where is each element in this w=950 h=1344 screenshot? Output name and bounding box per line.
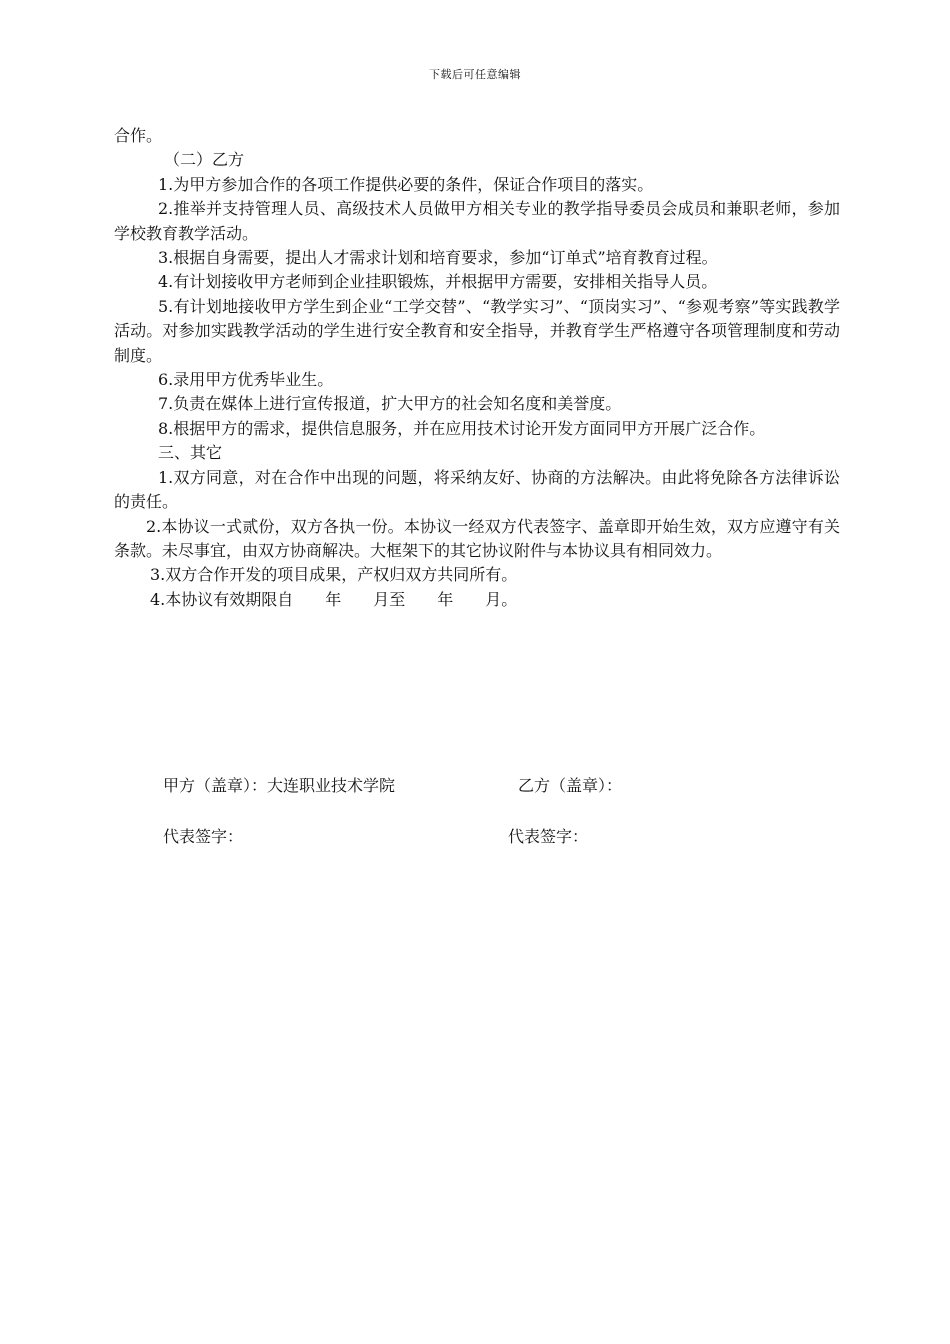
list-item: 8.根据甲方的需求，提供信息服务，并在应用技术讨论开发方面同甲方开展广泛合作。 (158, 418, 766, 438)
list-item: 6.录用甲方优秀毕业生。 (158, 370, 334, 390)
section-heading-other: 三、其它 (158, 443, 223, 463)
document-body (114, 124, 840, 612)
party-b-representative: 代表签字： (508, 827, 589, 846)
list-item: 4.本协议有效期限自 年 月至 年 月。 (150, 589, 518, 609)
list-item: 2.本协议一式贰份，双方各执一份。本协议一经双方代表签字、盖章即开始生效，双方应遵守有关条款。未尽事宜，由双方协商解决。大框架下的其它协议附件与本协议具有相同效力。 (114, 516, 840, 560)
list-item: 7.负责在媒体上进行宣传报道，扩大甲方的社会知名度和美誉度。 (158, 394, 622, 414)
party-a-seal: 甲方（盖章）：大连职业技术学院 (163, 776, 396, 795)
list-item: 1.为甲方参加合作的各项工作提供必要的条件，保证合作项目的落实。 (158, 174, 654, 194)
list-item: 5.有计划地接收甲方学生到企业“工学交替”、“教学实习”、“顶岗实习”、“参观考察”等实践教学活动。对参加实践教学活动的学生进行安全教育和安全指导，并教育学生严格遵守各项管理制度和劳动制度。 (114, 296, 840, 365)
party-a-representative: 代表签字： (163, 827, 244, 846)
list-item: 3.根据自身需要，提出人才需求计划和培育要求，参加“订单式”培育教育过程。 (158, 248, 718, 268)
list-item: 3.双方合作开发的项目成果，产权归双方共同所有。 (150, 565, 518, 585)
subheading-party-b: （二）乙方 (164, 150, 245, 170)
paragraph-continuation: 合作。 (114, 126, 163, 145)
list-item: 2.推举并支持管理人员、高级技术人员做甲方相关专业的教学指导委员会成员和兼职老师，参加学校教育教学活动。 (114, 199, 840, 243)
party-b-seal: 乙方（盖章）： (518, 776, 623, 795)
list-item: 4.有计划接收甲方老师到企业挂职锻炼，并根据甲方需要，安排相关指导人员。 (158, 272, 718, 292)
page-header-note: 下载后可任意编辑 (429, 68, 521, 81)
list-item: 1.双方同意，对在合作中出现的问题，将采纳友好、协商的方法解决。由此将免除各方法律诉讼的责任。 (114, 467, 840, 512)
